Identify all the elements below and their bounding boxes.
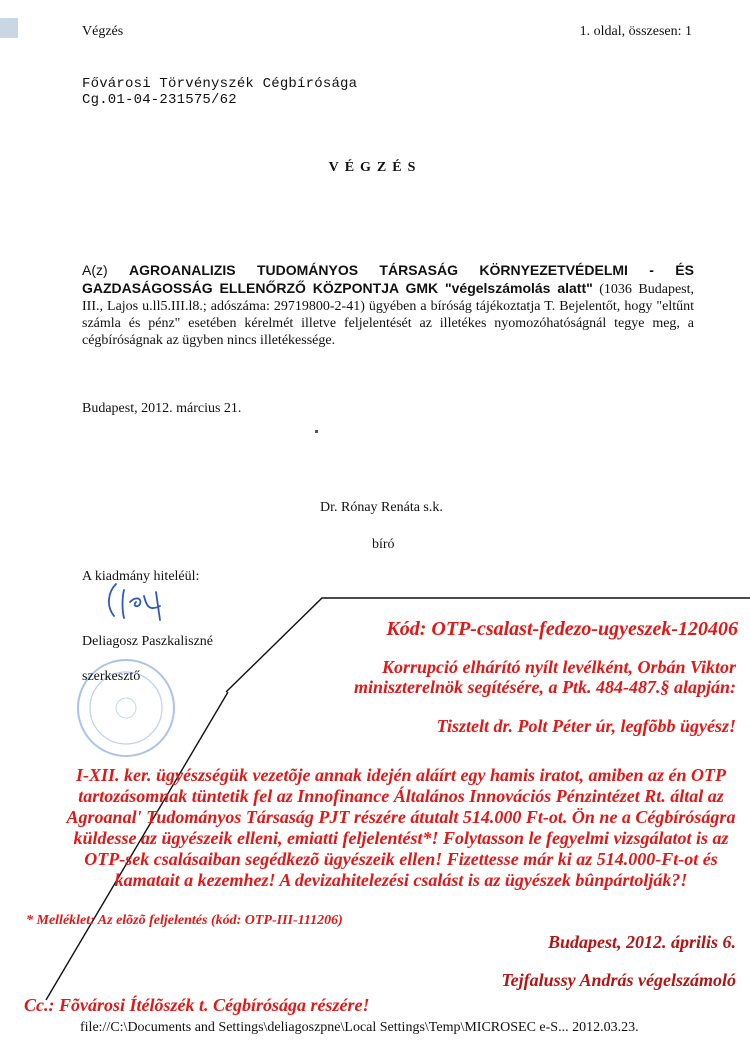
court-name: Fővárosi Törvényszék Cégbírósága [82, 76, 358, 92]
case-number: Cg.01-04-231575/62 [82, 92, 237, 108]
ruling-prefix: A(z) [82, 262, 130, 278]
annotation-address-line-2: miniszterelnök segítésére, a Ptk. 484-487.§ alapján: [354, 677, 736, 697]
annotation-attachment: * Melléklet: Az elõzõ feljelentés (kód: OTP-III-111206) [26, 913, 343, 928]
document-title: VÉGZÉS [328, 160, 422, 175]
ruling-date: Budapest, 2012. március 21. [82, 401, 242, 416]
annotation-place-date: Budapest, 2012. április 6. [547, 932, 736, 952]
company-name: AGROANALIZIS TUDOMÁNYOS TÁRSASÁG KÖRNYEZETVÉDELMI - ÉS GAZDASÁGOSSÁG ELLENŐRZŐ KÖZPONTJA GMK "végelszámolás alatt" [82, 262, 694, 296]
header-page-count: 1. oldal, összesen: 1 [579, 24, 692, 39]
annotation-code: Kód: OTP-csalast-fedezo-ugyeszek-120406 [386, 618, 738, 640]
annotation-paragraph: I-XII. ker. ügyészségük vezetõje annak idején aláírt egy hamis iratot, amiben az én OTP tartozásomnak tüntetik fel az Innofinance Általános Innovációs Pénzintézet Rt. által az Agroanal' Tudományos Társaság PJT részére átutalt 514.000 Ft-ot. Ön ne a Cégbíróságra küldesse az ügyészeik elleni, emiatti feljelentést*! Folytasson le fegyelmi vizsgálatot is az OTP-sek csalásaiban segédkezõ ügyészeik ellen! Fizettesse már ki az 514.000-Ft-ot és kamatait a kezemhez! A devizahitelezési csalást is az ügyészek bûnpártolják?! [66, 765, 736, 890]
annotation-address [354, 657, 736, 697]
ruling-text: (1036 Budapest, III., Lajos u.ll5.III.l8.; adószáma: 29719800-2-41) ügyében a bíróság tájékoztatja T. Bejelentőt, hogy "eltűnt számla és pénz" esetében kérelmét illetve feljelentését az illetékes nyomozóhatóságnál tegye meg, a cégbíróságnak az ügyben nincs illetékessége. [82, 282, 694, 348]
footer-file-path: file://C:\Documents and Settings\deliagoszpne\Local Settings\Temp\MICROSEC e-S... 2012.03.23. [80, 1020, 639, 1035]
ruling-body [82, 262, 694, 349]
tick-mark [315, 430, 318, 433]
signer-name: Dr. Rónay Renáta s.k. [320, 500, 443, 515]
clerk-role: szerkesztő [82, 669, 141, 684]
annotation-greeting: Tisztelt dr. Polt Péter úr, legfõbb ügyész! [436, 716, 736, 736]
annotation-address-line-1: Korrupció elhárító nyílt levélként, Orbán Viktor [381, 657, 736, 677]
annotation-author: Tejfalussy András végelszámoló [501, 970, 736, 990]
authentication-label: A kiadmány hiteléül: [82, 569, 200, 584]
scan-edge-mark [0, 18, 18, 38]
header-doc-type: Végzés [82, 24, 124, 39]
annotation-cc: Cc.: Fõvárosi Ítélõszék t. Cégbírósága részére! [24, 995, 370, 1015]
clerk-name: Deliagosz Paszkaliszné [82, 634, 214, 649]
signer-role: bíró [372, 537, 395, 552]
